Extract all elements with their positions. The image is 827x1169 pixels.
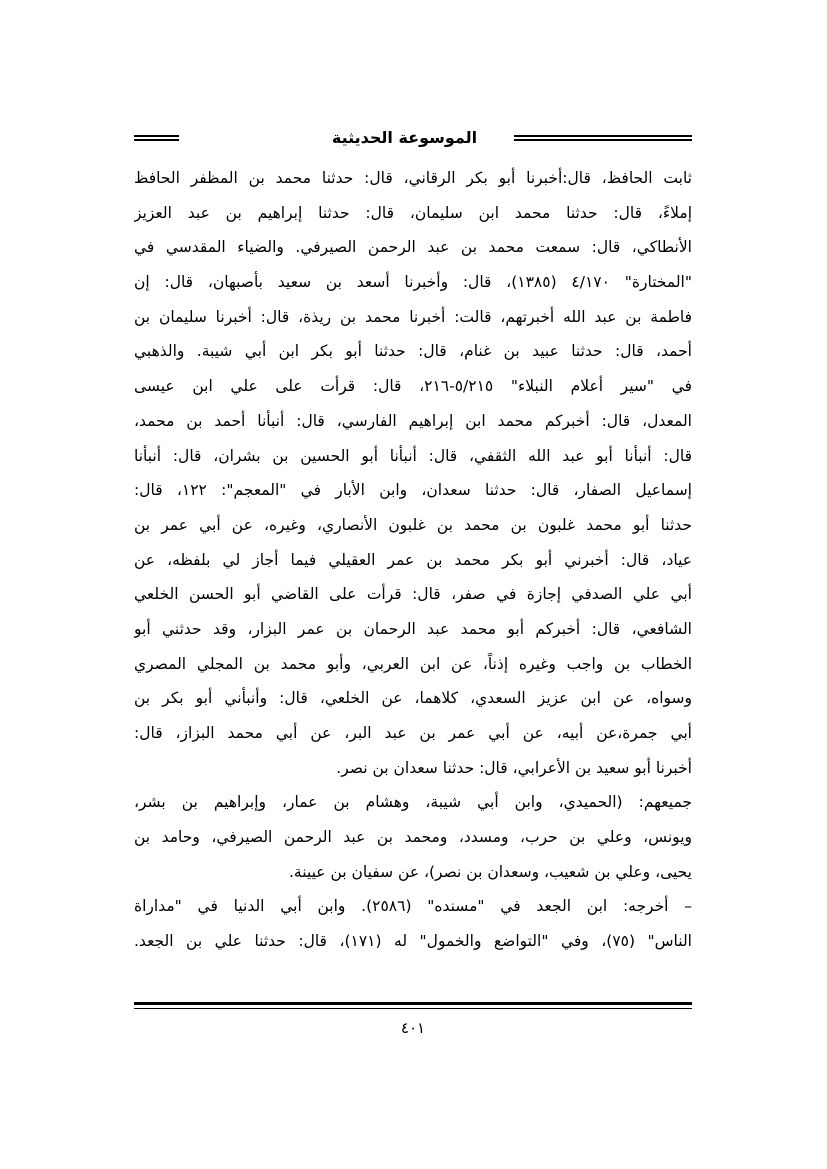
text-line: الخطاب بن واجب وغيره إذناً، عن ابن العربي، وأبو محمد بن المجلي المصري [134, 654, 692, 673]
header-rule-right [514, 135, 692, 141]
text-line: يحيى، وعلي بن شعيب، وسعدان بن نصر)، عن سفيان بن عيينة. [289, 862, 692, 881]
text-line: الأنطاكي، قال: سمعت محمد بن عبد الرحمن الصيرفي. والضياء المقدسي في [134, 238, 692, 257]
text-line: وسواه، عن ابن عزيز السعدي، كلاهما، عن الخلعي، قال: وأنبأني أبو بكر بن [134, 689, 692, 708]
text-line: قال: أنبأنا أبو عبد الله الثقفي، قال: أنبأنا أبو الحسين بن بشران، قال: أنبأنا [134, 446, 692, 465]
text-line: أخبرنا أبو سعيد بن الأعرابي، قال: حدثنا سعدان بن نصر. [336, 758, 692, 777]
text-line: في "سير أعلام النبلاء" ٥/٢١٥-٢١٦، قال: قرأت على علي ابن عيسى [134, 377, 692, 396]
text-line: أبي جمرة،عن أبيه، عن أبي عمر بن عبد البر، عن أبي محمد البزاز، قال: [134, 724, 692, 742]
text-line: أبي علي الصدفي إجازة في صفر، قال: قرأت على القاضي أبو الحسن الخلعي [134, 585, 692, 604]
text-line: – أخرجه: ابن الجعد في "مسنده" (٢٥٨٦). وابن أبي الدنيا في "مداراة [134, 897, 692, 916]
text-line: ثابت الحافظ، قال:أخبرنا أبو بكر الرقاني، قال: حدثنا محمد بن المظفر الحافظ [134, 169, 692, 187]
body-text [134, 161, 692, 959]
text-line: الناس" (٧٥)، وفي "التواضع والخمول" له (١٧١)، قال: حدثنا علي بن الجعد. [134, 932, 692, 951]
header-rule-left [134, 135, 179, 141]
footer-rule [134, 1002, 692, 1005]
header-title: الموسوعة الحديثية [331, 128, 478, 147]
text-line: فاطمة بن عبد الله أخبرتهم، قالت: أخبرنا محمد بن ريذة، قال: أخبرنا سليمان بن [134, 307, 692, 326]
text-line: حدثنا أبو محمد غلبون بن محمد بن غلبون الأنصاري، وغيره، عن أبي عمر بن [134, 515, 692, 534]
text-line: "المختارة" ٤/١٧٠ (١٣٨٥)، قال: وأخبرنا أسعد بن سعيد بأصبهان، قال: إن [134, 273, 692, 292]
text-line: عياد، قال: أخبرني أبو بكر محمد بن عمر العقيلي فيما أجاز لي بلفظه، عن [134, 550, 692, 569]
text-line: ويونس، وعلي بن حرب، ومسدد، ومحمد بن عبد الرحمن الصيرفي، وحامد بن [134, 828, 692, 847]
text-line: جميعهم: (الحميدي، وابن أبي شيبة، وهشام بن عمار، وإبراهيم بن بشر، [134, 793, 692, 812]
text-line: أحمد، قال: حدثنا عبيد بن غنام، قال: حدثنا أبو بكر ابن أبي شيبة. والذهبي [134, 342, 692, 361]
footer-rule-thin [134, 1008, 692, 1009]
text-line: الشافعي، قال: أخبركم أبو محمد عبد الرحمان بن عمر البزار، وقد حدثني أبو [134, 619, 692, 638]
page-number: ٤٠١ [400, 1019, 426, 1037]
text-line: المعدل، قال: أخبركم محمد ابن إبراهيم الفارسي، قال: أنبأنا أحمد بن محمد، [134, 411, 692, 430]
text-line: إملاءً، قال: حدثنا محمد ابن سليمان، قال: حدثنا إبراهيم بن عبد العزيز [134, 203, 692, 222]
text-line: إسماعيل الصفار، قال: حدثنا سعدان، وابن الأبار في "المعجم": ١٢٢، قال: [134, 481, 692, 500]
page-header [134, 126, 692, 150]
